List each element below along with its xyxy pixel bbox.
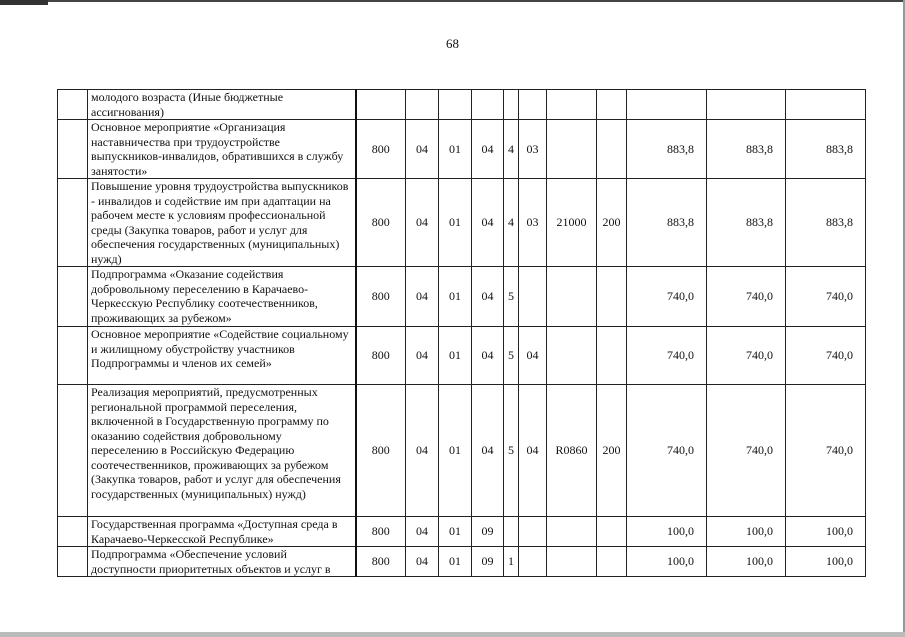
amount-cell-1: 740,0 bbox=[627, 267, 707, 327]
subprogram-code-cell: 1 bbox=[504, 547, 519, 577]
amount-cell-2: 740,0 bbox=[707, 327, 786, 385]
table-row bbox=[58, 327, 866, 385]
page-number: 68 bbox=[446, 36, 459, 51]
direction-code-cell bbox=[547, 120, 597, 179]
name-cell: Повышение уровня трудоустройства выпускников - инвалидов и содействие им при адаптации на рабочем месте к условиям профессиональной среды (Закупка товаров, работ и услуг для обеспечения государственных (муниципальных) нужд) bbox=[88, 179, 356, 267]
expense-type-cell bbox=[597, 90, 627, 120]
program-code-cell: 04 bbox=[472, 267, 504, 327]
amount-cell-2: 740,0 bbox=[707, 385, 786, 517]
subsection-code-cell: 01 bbox=[439, 179, 472, 267]
subsection-code-cell: 01 bbox=[439, 327, 472, 385]
direction-code-cell bbox=[547, 517, 597, 547]
amount-cell-2: 883,8 bbox=[707, 179, 786, 267]
ministry-code-cell: 800 bbox=[356, 517, 406, 547]
number-cell bbox=[58, 385, 88, 517]
ministry-code-cell: 800 bbox=[356, 179, 406, 267]
number-cell bbox=[58, 267, 88, 327]
measure-code-cell: 04 bbox=[519, 327, 547, 385]
amount-cell-2: 100,0 bbox=[707, 547, 786, 577]
amount-cell-1: 883,8 bbox=[627, 179, 707, 267]
expense-type-cell bbox=[597, 517, 627, 547]
name-cell: молодого возраста (Иные бюджетные ассигнования) bbox=[88, 90, 356, 120]
amount-cell-3: 740,0 bbox=[786, 267, 866, 327]
subsection-code-cell: 01 bbox=[439, 385, 472, 517]
subprogram-code-cell bbox=[504, 517, 519, 547]
program-code-cell: 04 bbox=[472, 120, 504, 179]
ministry-code-cell bbox=[356, 90, 406, 120]
number-cell bbox=[58, 547, 88, 577]
amount-cell-1 bbox=[627, 90, 707, 120]
name-cell: Основное мероприятие «Содействие социальному и жилищному обустройству участников Подпрограммы и членов их семей» bbox=[88, 327, 356, 385]
expense-type-cell bbox=[597, 120, 627, 179]
direction-code-cell bbox=[547, 90, 597, 120]
measure-code-cell bbox=[519, 517, 547, 547]
subprogram-code-cell: 5 bbox=[504, 327, 519, 385]
program-code-cell bbox=[472, 90, 504, 120]
measure-code-cell: 04 bbox=[519, 385, 547, 517]
direction-code-cell: 21000 bbox=[547, 179, 597, 267]
budget-table bbox=[57, 89, 866, 577]
amount-cell-2: 740,0 bbox=[707, 267, 786, 327]
table-row bbox=[58, 267, 866, 327]
expense-type-cell: 200 bbox=[597, 179, 627, 267]
table-row bbox=[58, 385, 866, 517]
number-cell bbox=[58, 120, 88, 179]
measure-code-cell: 03 bbox=[519, 120, 547, 179]
subsection-code-cell bbox=[439, 90, 472, 120]
section-code-cell: 04 bbox=[406, 179, 439, 267]
amount-cell-3: 740,0 bbox=[786, 385, 866, 517]
direction-code-cell: R0860 bbox=[547, 385, 597, 517]
number-cell bbox=[58, 179, 88, 267]
amount-cell-2 bbox=[707, 90, 786, 120]
section-code-cell bbox=[406, 90, 439, 120]
ministry-code-cell: 800 bbox=[356, 385, 406, 517]
subsection-code-cell: 01 bbox=[439, 517, 472, 547]
section-code-cell: 04 bbox=[406, 517, 439, 547]
amount-cell-3: 740,0 bbox=[786, 327, 866, 385]
program-code-cell: 04 bbox=[472, 179, 504, 267]
ministry-code-cell: 800 bbox=[356, 327, 406, 385]
number-cell bbox=[58, 517, 88, 547]
scan-mark bbox=[0, 0, 48, 5]
name-cell: Подпрограмма «Обеспечение условий доступности приоритетных объектов и услуг в bbox=[88, 547, 356, 577]
program-code-cell: 09 bbox=[472, 547, 504, 577]
scan-border-top bbox=[0, 0, 905, 2]
program-code-cell: 04 bbox=[472, 327, 504, 385]
amount-cell-1: 100,0 bbox=[627, 517, 707, 547]
direction-code-cell bbox=[547, 267, 597, 327]
amount-cell-2: 100,0 bbox=[707, 517, 786, 547]
measure-code-cell: 03 bbox=[519, 179, 547, 267]
subsection-code-cell: 01 bbox=[439, 267, 472, 327]
amount-cell-3: 883,8 bbox=[786, 120, 866, 179]
expense-type-cell: 200 bbox=[597, 385, 627, 517]
amount-cell-1: 740,0 bbox=[627, 385, 707, 517]
measure-code-cell bbox=[519, 90, 547, 120]
number-cell bbox=[58, 327, 88, 385]
section-code-cell: 04 bbox=[406, 547, 439, 577]
section-code-cell: 04 bbox=[406, 120, 439, 179]
expense-type-cell bbox=[597, 327, 627, 385]
subprogram-code-cell: 5 bbox=[504, 267, 519, 327]
subprogram-code-cell bbox=[504, 90, 519, 120]
direction-code-cell bbox=[547, 547, 597, 577]
amount-cell-1: 740,0 bbox=[627, 327, 707, 385]
table-row bbox=[58, 547, 866, 577]
program-code-cell: 04 bbox=[472, 385, 504, 517]
section-code-cell: 04 bbox=[406, 327, 439, 385]
scan-border-bottom bbox=[0, 632, 905, 637]
subprogram-code-cell: 4 bbox=[504, 120, 519, 179]
amount-cell-3: 100,0 bbox=[786, 547, 866, 577]
program-code-cell: 09 bbox=[472, 517, 504, 547]
table-row bbox=[58, 120, 866, 179]
amount-cell-1: 883,8 bbox=[627, 120, 707, 179]
subsection-code-cell: 01 bbox=[439, 120, 472, 179]
name-cell: Основное мероприятие «Организация наставничества при трудоустройстве выпускников-инвалидов, обратившихся в службу занятости» bbox=[88, 120, 356, 179]
table-row bbox=[58, 517, 866, 547]
ministry-code-cell: 800 bbox=[356, 267, 406, 327]
section-code-cell: 04 bbox=[406, 385, 439, 517]
expense-type-cell bbox=[597, 547, 627, 577]
ministry-code-cell: 800 bbox=[356, 120, 406, 179]
number-cell bbox=[58, 90, 88, 120]
amount-cell-3 bbox=[786, 90, 866, 120]
amount-cell-3: 883,8 bbox=[786, 179, 866, 267]
direction-code-cell bbox=[547, 327, 597, 385]
amount-cell-2: 883,8 bbox=[707, 120, 786, 179]
measure-code-cell bbox=[519, 267, 547, 327]
name-cell: Подпрограмма «Оказание содействия добровольному переселению в Карачаево-Черкесскую Республику соотечественников, проживающих за рубежом» bbox=[88, 267, 356, 327]
subprogram-code-cell: 4 bbox=[504, 179, 519, 267]
name-cell: Реализация мероприятий, предусмотренных региональной программой переселения, включенной в Государственную программу по оказанию содействия добровольному переселению в Российскую Федерацию соотечественников, проживающих за рубежом (Закупка товаров, работ и услуг для обеспечения государственных (муниципальных) нужд) bbox=[88, 385, 356, 517]
subprogram-code-cell: 5 bbox=[504, 385, 519, 517]
table-row bbox=[58, 90, 866, 120]
name-cell: Государственная программа «Доступная среда в Карачаево-Черкесской Республике» bbox=[88, 517, 356, 547]
amount-cell-3: 100,0 bbox=[786, 517, 866, 547]
amount-cell-1: 100,0 bbox=[627, 547, 707, 577]
subsection-code-cell: 01 bbox=[439, 547, 472, 577]
section-code-cell: 04 bbox=[406, 267, 439, 327]
measure-code-cell bbox=[519, 547, 547, 577]
expense-type-cell bbox=[597, 267, 627, 327]
ministry-code-cell: 800 bbox=[356, 547, 406, 577]
table-row bbox=[58, 179, 866, 267]
